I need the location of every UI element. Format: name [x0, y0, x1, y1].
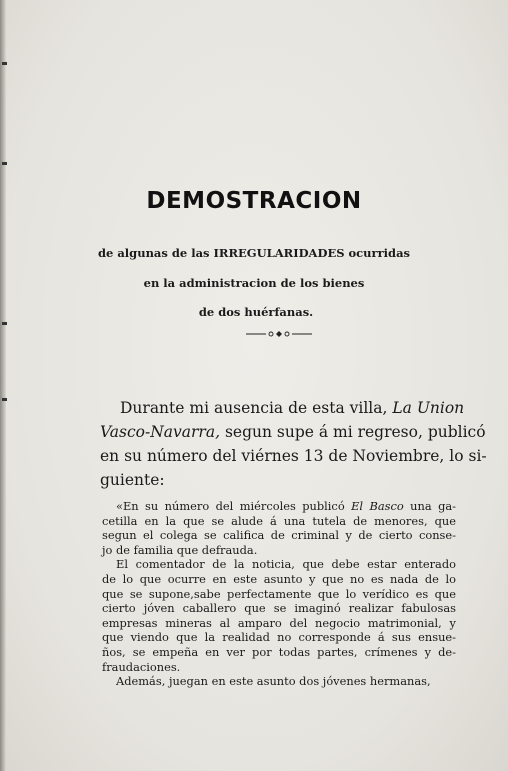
quote-text: Además, juegan en este asunto dos jóvenes hermanas,	[116, 674, 431, 689]
quote-line	[102, 572, 456, 587]
lead-text: segun supe á mi regreso, publicó	[220, 423, 486, 441]
quote-text: que se supone,sabe perfectamente que lo verídico es que	[102, 586, 456, 601]
quote-text: «En su número del miércoles publicó	[116, 499, 352, 513]
lead-text: La Union	[392, 399, 465, 417]
quote-line	[102, 645, 456, 660]
lead-text: guiente:	[100, 471, 165, 489]
subtitle-line-1: de algunas de las IRREGULARIDADES ocurridas	[97, 246, 411, 260]
quote-line	[102, 499, 456, 514]
edge-mark	[2, 62, 7, 65]
lead-text: en su número del viérnes 13 de Noviembre, lo si-	[100, 447, 487, 465]
quote-line	[102, 528, 456, 543]
quote-line	[102, 601, 456, 616]
lead-text: Vasco-Navarra,	[100, 423, 221, 441]
edge-mark	[2, 398, 7, 401]
quote-text: cetilla en la que se alude á una tutela de menores, que	[102, 513, 456, 528]
quote-text: que viendo que la realidad no corresponde á sus ensue-	[102, 630, 456, 645]
lead-text: Durante mi ausencia de esta villa,	[120, 399, 393, 417]
quote-line	[102, 660, 456, 675]
page-edge-shadow	[0, 0, 6, 771]
quote-text: cierto jóven caballero que se imaginó realizar fabulosas	[102, 601, 456, 616]
subtitle-line-2: en la administracion de los bienes	[143, 276, 365, 290]
edge-mark	[2, 322, 7, 325]
quote-text: empresas mineras al amparo del negocio matrimonial, y	[102, 615, 456, 630]
quote-line	[102, 674, 456, 689]
quoted-passage	[102, 499, 456, 689]
quote-line	[102, 616, 456, 631]
quote-line	[102, 630, 456, 645]
lead-line	[100, 396, 465, 420]
quote-line	[102, 587, 456, 602]
lead-paragraph	[100, 396, 487, 492]
quote-line	[102, 557, 456, 572]
quote-text: El Basco	[351, 499, 404, 513]
lead-line	[100, 444, 487, 468]
document-title: DEMOSTRACION	[146, 188, 362, 214]
quote-text: fraudaciones.	[102, 659, 181, 674]
subtitle-line-3: de dos huérfanas.	[198, 305, 314, 319]
ornament-divider	[246, 330, 312, 338]
quote-text: segun el colega se califica de criminal y de cierto conse-	[102, 528, 456, 543]
lead-line	[100, 468, 460, 492]
quote-text: ños, se empeña en ver por todas partes, crímenes y de-	[102, 644, 456, 659]
quote-line	[102, 514, 456, 529]
quote-line	[102, 543, 456, 558]
quote-text: de lo que ocurre en este asunto y que no es nada de lo	[102, 571, 456, 586]
quote-text: El comentador de la noticia, que debe estar enterado	[116, 557, 456, 572]
edge-mark	[2, 162, 7, 165]
lead-line	[100, 420, 486, 444]
quote-text: jo de familia que defrauda.	[102, 542, 258, 557]
quote-text: una ga-	[403, 499, 457, 513]
